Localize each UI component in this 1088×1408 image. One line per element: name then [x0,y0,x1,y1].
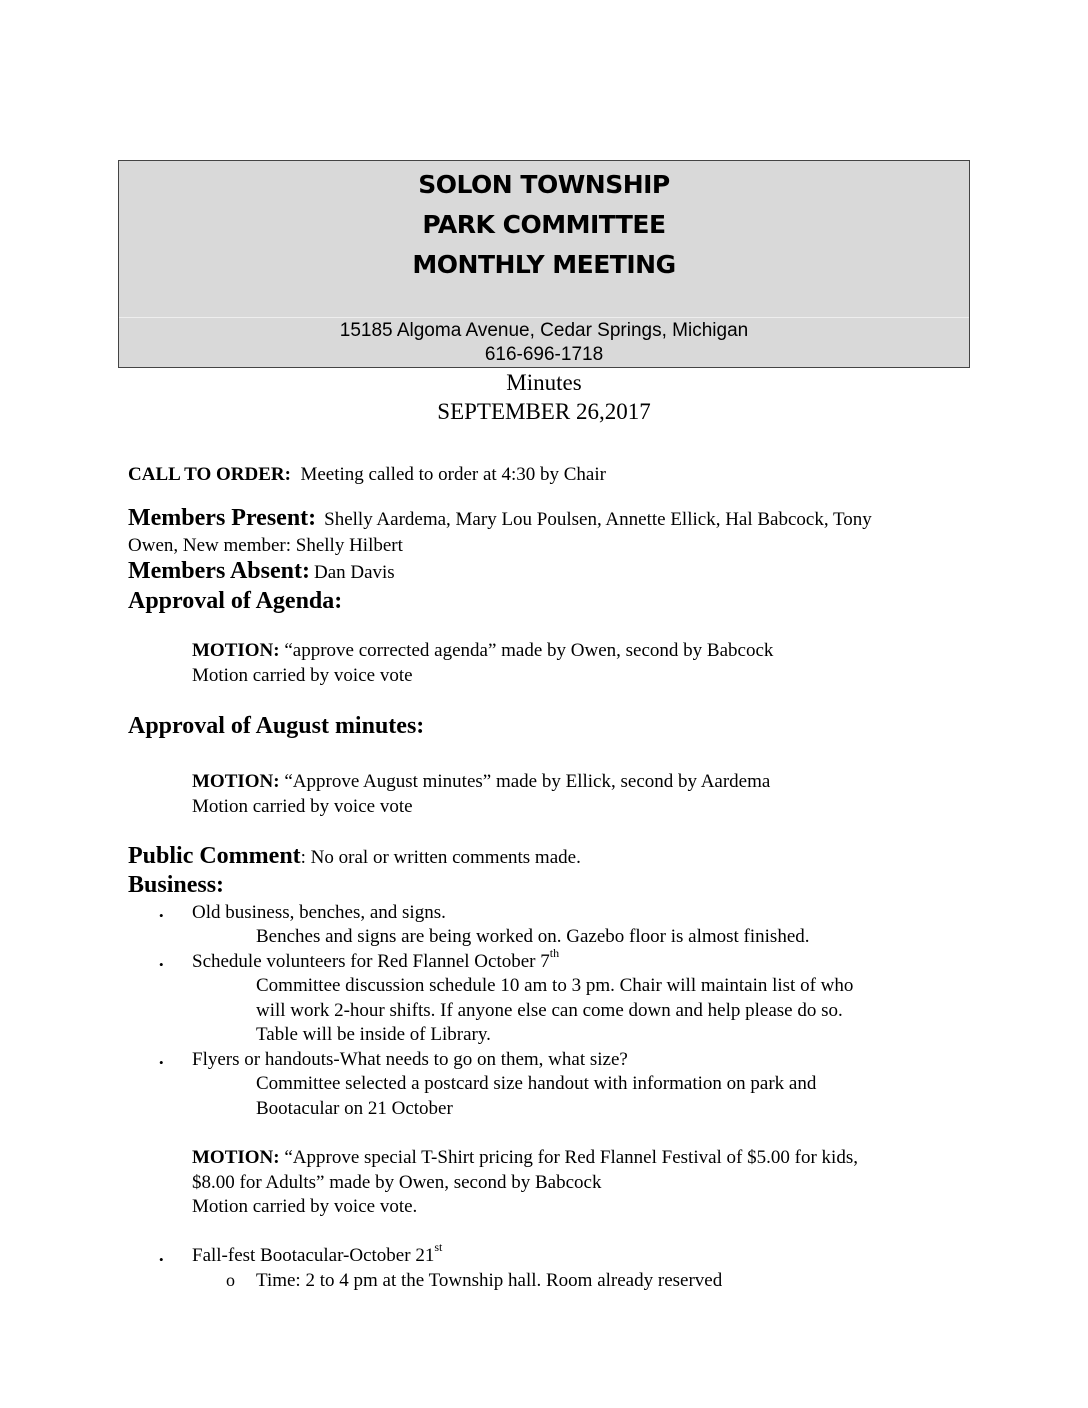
members-present [128,505,872,532]
business-item-2-detail-2: will work 2-hour shifts. If anyone else can come down and help please do so. [256,1000,843,1021]
members-present-label: Members Present: [128,505,317,531]
public-comment-label: Public Comment [128,843,301,869]
agenda-heading [128,588,342,615]
business-item-2-sup: th [549,945,560,960]
call-to-order-label: CALL TO ORDER: [128,464,291,485]
bullet-icon: • [159,1055,164,1070]
business-item-2-detail-1: Committee discussion schedule 10 am to 3 pm. Chair will maintain list of who [256,975,854,996]
doc-date: SEPTEMBER 26,2017 [437,399,651,424]
call-to-order-text: Meeting called to order at 4:30 by Chair [300,464,606,485]
business-item-2 [192,945,560,973]
header-title [119,165,969,285]
tshirt-motion-text-1: “Approve special T-Shirt pricing for Red Flannel Festival of $5.00 for kids, [284,1147,858,1168]
business-heading [128,872,224,899]
agenda-motion-result: Motion carried by voice vote [192,665,413,686]
business-item-4-sub: Time: 2 to 4 pm at the Township hall. Room already reserved [256,1270,723,1291]
business-item-3: Flyers or handouts-What needs to go on them, what size? [192,1049,628,1070]
august-motion [192,771,770,793]
public-comment [128,843,581,870]
members-present-text-2: Owen, New member: Shelly Hilbert [128,535,403,556]
tshirt-motion [192,1147,858,1169]
header-line-1: SOLON TOWNSHIP [418,170,670,199]
tshirt-motion-result: Motion carried by voice vote. [192,1196,418,1217]
business-item-3-detail-2: Bootacular on 21 October [256,1098,453,1119]
members-absent-text: Dan Davis [313,562,395,583]
header-address: 15185 Algoma Avenue, Cedar Springs, Michigan [339,320,749,341]
header-line-2: PARK COMMITTEE [422,210,666,239]
august-heading-text: Approval of August minutes: [128,713,425,739]
tshirt-motion-label: MOTION: [192,1147,280,1168]
business-item-4-text: Fall-fest Bootacular-October 21 [192,1245,435,1266]
bullet-icon: • [159,1252,164,1267]
call-to-order [128,464,606,486]
agenda-motion-label: MOTION: [192,640,280,661]
header-phone: 616-696-1718 [484,344,604,365]
public-comment-text: : No oral or written comments made. [300,847,581,868]
business-item-2-detail-3: Table will be inside of Library. [256,1024,491,1045]
tshirt-motion-text-2: $8.00 for Adults” made by Owen, second by Babcock [192,1172,602,1193]
business-item-4-sup: st [434,1239,443,1254]
august-heading [128,713,424,740]
bullet-icon: • [159,957,164,972]
members-absent [128,558,395,585]
august-motion-text: “Approve August minutes” made by Ellick, second by Aardema [284,771,771,792]
business-item-2-text: Schedule volunteers for Red Flannel October 7 [192,951,550,972]
business-item-3-detail-1: Committee selected a postcard size handout with information on park and [256,1073,817,1094]
business-item-1-detail: Benches and signs are being worked on. Gazebo floor is almost finished. [256,926,810,947]
business-item-4 [192,1239,443,1267]
agenda-heading-text: Approval of Agenda: [128,588,343,614]
agenda-motion [192,640,773,662]
bullet-icon: • [159,908,164,923]
header-divider [119,317,969,318]
header-box [118,160,970,368]
header-line-3: MONTHLY MEETING [412,250,676,279]
header-contact [119,319,969,367]
business-heading-text: Business: [128,872,225,898]
august-motion-label: MOTION: [192,771,280,792]
august-motion-result: Motion carried by voice vote [192,796,413,817]
members-absent-label: Members Absent: [128,558,310,584]
circle-bullet-icon: o [226,1270,235,1290]
doc-type: Minutes [506,370,582,395]
members-present-text-1: Shelly Aardema, Mary Lou Poulsen, Annette Ellick, Hal Babcock, Tony [324,509,872,530]
business-item-1: Old business, benches, and signs. [192,902,446,923]
agenda-motion-text: “approve corrected agenda” made by Owen, second by Babcock [284,640,774,661]
